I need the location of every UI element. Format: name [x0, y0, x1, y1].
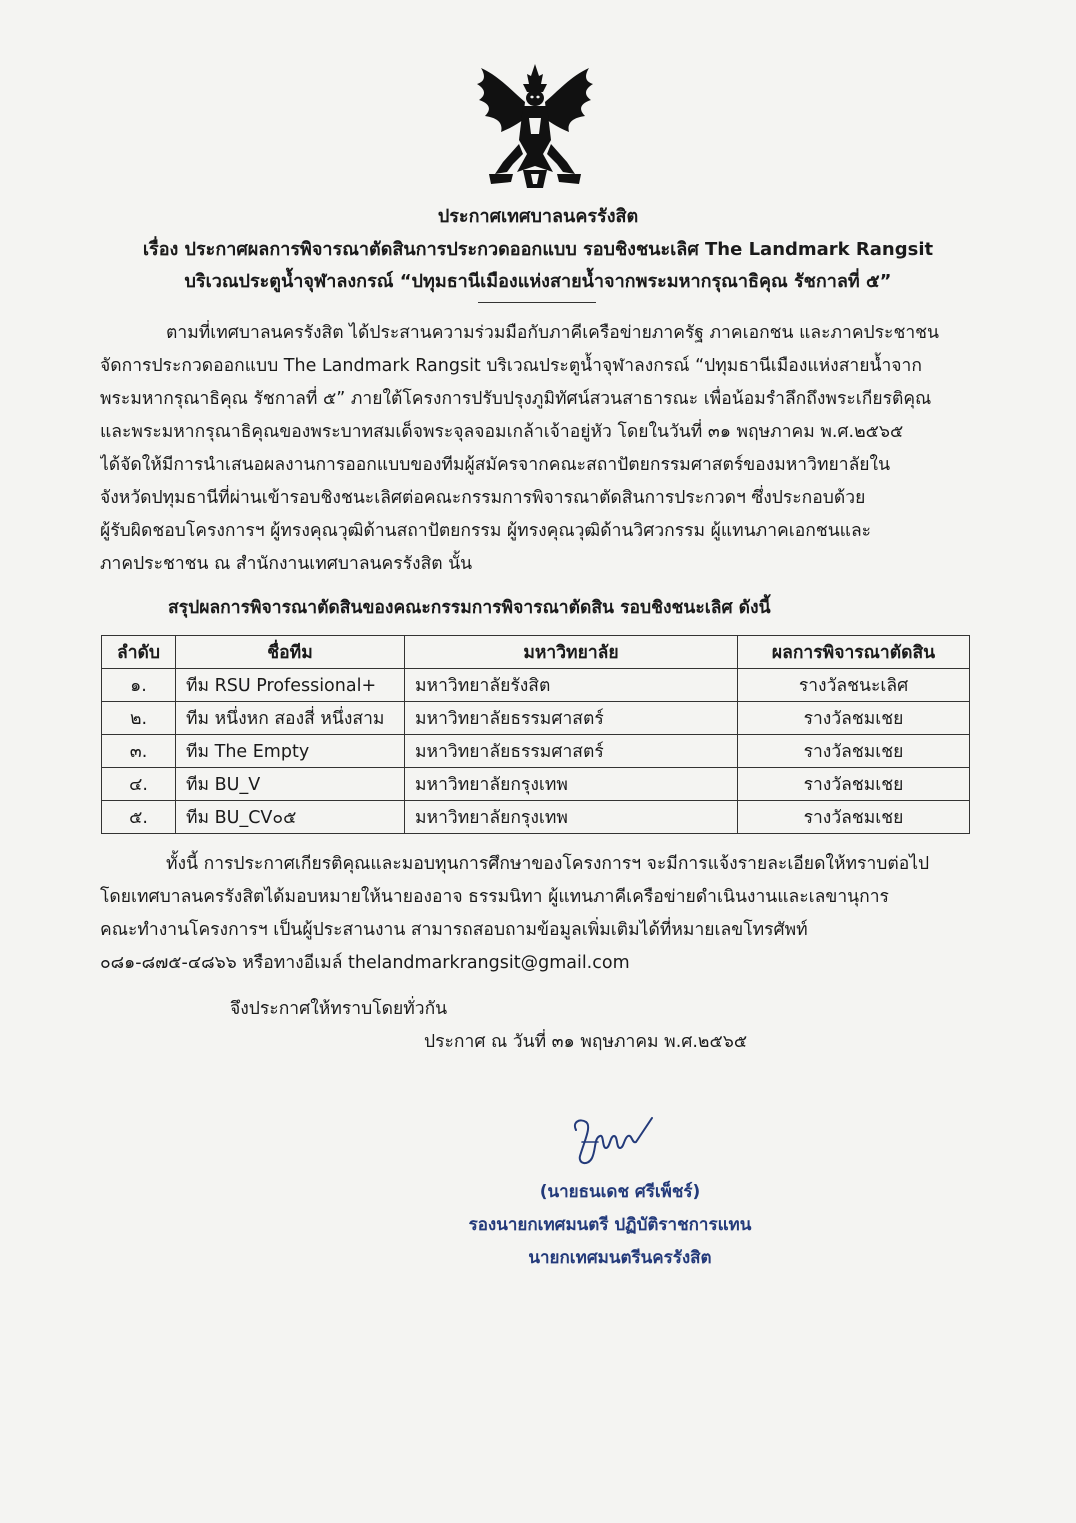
- column-header-order: ลำดับ: [102, 636, 176, 669]
- paragraph-line: พระมหากรุณาธิคุณ รัชกาลที่ ๕” ภายใต้โครงการปรับปรุงภูมิทัศน์สวนสาธารณะ เพื่อน้อมรำลึกถึงพระเกียรติคุณ: [100, 389, 932, 409]
- cell-university: มหาวิทยาลัยธรรมศาสตร์: [405, 735, 738, 768]
- paragraph-contact: [100, 848, 970, 980]
- paragraph-line: คณะทำงานโครงการฯ เป็นผู้ประสานงาน สามารถสอบถามข้อมูลเพิ่มเติมได้ที่หมายเลขโทรศัพท์: [100, 920, 808, 940]
- table-row: [102, 801, 970, 834]
- cell-order: ๕.: [102, 801, 176, 834]
- paragraph-line: ผู้รับผิดชอบโครงการฯ ผู้ทรงคุณวุฒิด้านสถาปัตยกรรม ผู้ทรงคุณวุฒิด้านวิศวกรรม ผู้แทนภาคเอกชนและ: [100, 521, 872, 541]
- paragraph-line: ตามที่เทศบาลนครรังสิต ได้ประสานความร่วมมือกับภาคีเครือข่ายภาครัฐ ภาคเอกชน และภาคประชาชน: [166, 323, 939, 343]
- cell-team: ทีม The Empty: [176, 735, 405, 768]
- handwritten-signature: [566, 1112, 656, 1174]
- column-header-result: ผลการพิจารณาตัดสิน: [738, 636, 970, 669]
- paragraph-line: โดยเทศบาลนครรังสิตได้มอบหมายให้นายองอาจ ธรรมนิทา ผู้แทนภาคีเครือข่ายดำเนินงานและเลขานุการ: [100, 887, 889, 907]
- paragraph-line: จัดการประกวดออกแบบ The Landmark Rangsit บริเวณประตูน้ำจุฬาลงกรณ์ “ปทุมธานีเมืองแห่งสายน้ำจาก: [100, 356, 922, 376]
- announcement-subject-line2: บริเวณประตูน้ำจุฬาลงกรณ์ “ปทุมธานีเมืองแห่งสายน้ำจากพระมหากรุณาธิคุณ รัชกาลที่ ๕”: [184, 271, 892, 292]
- cell-university: มหาวิทยาลัยรังสิต: [405, 669, 738, 702]
- cell-order: ๒.: [102, 702, 176, 735]
- cell-order: ๓.: [102, 735, 176, 768]
- signatory-position: รองนายกเทศมนตรี ปฏิบัติราชการแทน: [468, 1215, 752, 1235]
- cell-result: รางวัลชมเชย: [738, 801, 970, 834]
- signatory-name: (นายธนเดช ศรีเพ็ชร์): [539, 1182, 701, 1202]
- table-row: [102, 768, 970, 801]
- paragraph-line: จังหวัดปทุมธานีที่ผ่านเข้ารอบชิงชนะเลิศต่อคณะกรรมการพิจารณาตัดสินการประกวดฯ ซึ่งประกอบด้วย: [100, 488, 866, 508]
- paragraph-line: ได้จัดให้มีการนำเสนอผลงานการออกแบบของทีมผู้สมัครจากคณะสถาปัตยกรรมศาสตร์ของมหาวิทยาลัยใน: [100, 455, 891, 475]
- column-header-university: มหาวิทยาลัย: [405, 636, 738, 669]
- signatory-position-line2: นายกเทศมนตรีนครรังสิต: [528, 1248, 712, 1268]
- results-table: [101, 635, 970, 834]
- table-row: [102, 735, 970, 768]
- paragraph-line: ภาคประชาชน ณ สำนักงานเทศบาลนครรังสิต นั้น: [100, 554, 473, 574]
- announcement-title: ประกาศเทศบาลนครรังสิต: [437, 206, 639, 227]
- cell-result: รางวัลชมเชย: [738, 702, 970, 735]
- cell-university: มหาวิทยาลัยธรรมศาสตร์: [405, 702, 738, 735]
- cell-team: ทีม BU_V: [176, 768, 405, 801]
- announcement-date: ประกาศ ณ วันที่ ๓๑ พฤษภาคม พ.ศ.๒๕๖๕: [424, 1032, 748, 1052]
- paragraph-intro: [100, 317, 970, 581]
- cell-result: รางวัลชนะเลิศ: [738, 669, 970, 702]
- paragraph-line: และพระมหากรุณาธิคุณของพระบาทสมเด็จพระจุลจอมเกล้าเจ้าอยู่หัว โดยในวันที่ ๓๑ พฤษภาคม พ.ศ.๒๕๖๕: [100, 422, 904, 442]
- table-row: [102, 702, 970, 735]
- cell-result: รางวัลชมเชย: [738, 735, 970, 768]
- announcement-subject: เรื่อง ประกาศผลการพิจารณาตัดสินการประกวดออกแบบ รอบชิงชนะเลิศ The Landmark Rangsit: [142, 239, 934, 260]
- cell-team: ทีม BU_CV๐๕: [176, 801, 405, 834]
- cell-result: รางวัลชมเชย: [738, 768, 970, 801]
- paragraph-line: ทั้งนี้ การประกาศเกียรติคุณและมอบทุนการศึกษาของโครงการฯ จะมีการแจ้งรายละเอียดให้ทราบต่อไป: [166, 854, 930, 874]
- table-row: [102, 669, 970, 702]
- cell-team: ทีม RSU Professional+: [176, 669, 405, 702]
- cell-order: ๔.: [102, 768, 176, 801]
- garuda-emblem: [473, 62, 597, 190]
- closing-text: จึงประกาศให้ทราบโดยทั่วกัน: [230, 999, 448, 1019]
- paragraph-line: ๐๘๑-๘๗๕-๔๘๖๖ หรือทางอีเมล์ thelandmarkrangsit@gmail.com: [100, 953, 630, 973]
- summary-heading: สรุปผลการพิจารณาตัดสินของคณะกรรมการพิจารณาตัดสิน รอบชิงชนะเลิศ ดังนี้: [168, 598, 771, 618]
- column-header-team: ชื่อทีม: [176, 636, 405, 669]
- cell-university: มหาวิทยาลัยกรุงเทพ: [405, 801, 738, 834]
- cell-university: มหาวิทยาลัยกรุงเทพ: [405, 768, 738, 801]
- table-header-row: [102, 636, 970, 669]
- cell-team: ทีม หนึ่งหก สองสี่ หนึ่งสาม: [176, 702, 405, 735]
- cell-order: ๑.: [102, 669, 176, 702]
- title-divider: [478, 302, 596, 303]
